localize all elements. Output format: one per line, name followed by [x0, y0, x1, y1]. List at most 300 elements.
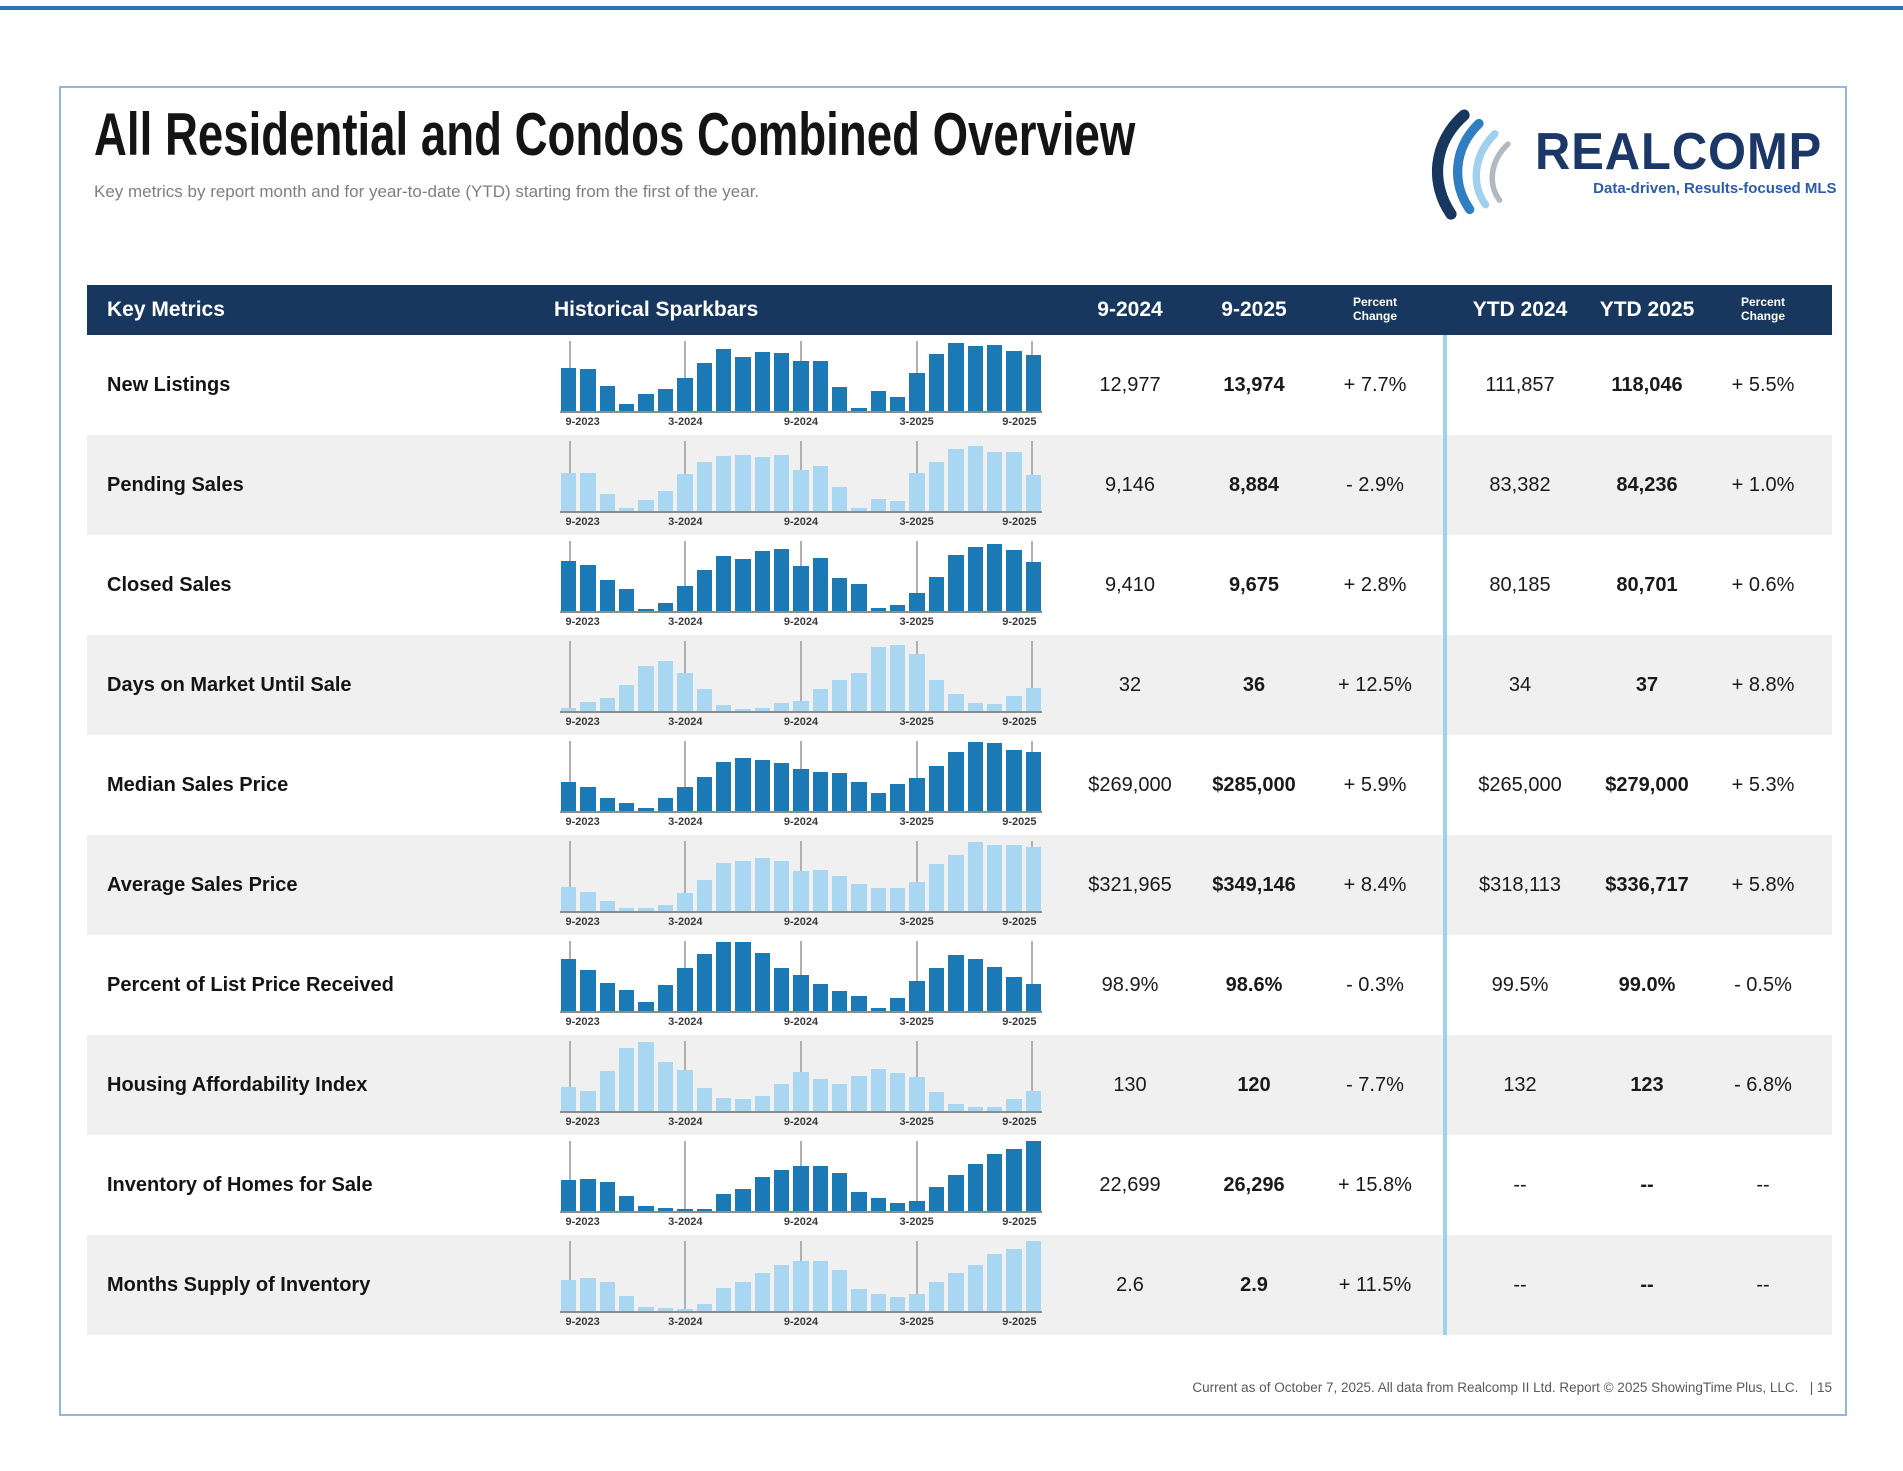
sparkbar-bar: [909, 654, 924, 711]
axis-label: 3-2024: [668, 716, 703, 728]
value-ytd-pct-change: + 5.8%: [1731, 873, 1795, 896]
sparkbar-bar: [909, 373, 924, 412]
sparkbar-bar: [813, 870, 828, 911]
sparkbar-bar: [909, 882, 924, 911]
sparkbar-bar: [1026, 1091, 1041, 1111]
sparkbar-bar: [871, 1198, 886, 1211]
table-row: [87, 435, 1832, 535]
sparkbar-bar: [619, 404, 634, 411]
value-ytd-prev: 132: [1503, 1073, 1537, 1096]
value-month-prev: 130: [1113, 1073, 1147, 1096]
sparkbar-bar: [716, 349, 731, 411]
sparkbar-chart: [560, 1141, 1042, 1233]
value-pct-change: + 2.8%: [1343, 573, 1407, 596]
axis-label: 3-2024: [668, 1316, 703, 1328]
sparkbar-bar: [774, 1265, 789, 1311]
col-header-pct-change: [1315, 285, 1435, 335]
sparkbar-chart: [560, 941, 1042, 1033]
sparkbar-bar: [793, 361, 808, 411]
sparkbar-bars: [560, 641, 1042, 711]
table-row: [87, 735, 1832, 835]
value-ytd-curr: 37: [1635, 673, 1659, 696]
sparkbar-bar: [755, 1177, 770, 1211]
sparkbar-bar: [735, 942, 750, 1011]
axis-label: 9-2025: [1002, 816, 1037, 828]
sparkbar-bar: [658, 661, 673, 711]
sparkbar-plot: [560, 841, 1042, 913]
sparkbar-bar: [677, 968, 692, 1011]
sparkbar-bar: [968, 842, 983, 911]
sparkbar-bar: [755, 953, 770, 1011]
sparkbar-bar: [677, 787, 692, 811]
sparkbar-bar: [851, 1289, 866, 1311]
axis-label: 9-2025: [1002, 716, 1037, 728]
sparkbar-plot: [560, 441, 1042, 513]
table-row: [87, 635, 1832, 735]
axis-label: 9-2023: [565, 616, 600, 628]
value-ytd-pct-change: + 5.5%: [1731, 373, 1795, 396]
sparkbar-bar: [929, 1282, 944, 1311]
axis-label: 9-2024: [783, 1316, 819, 1328]
sparkbar-chart: [560, 541, 1042, 633]
axis-label: 3-2025: [899, 516, 934, 528]
sparkbar-plot: [560, 1141, 1042, 1213]
sparkbar-plot: [560, 1041, 1042, 1113]
value-month-prev: 22,699: [1099, 1173, 1161, 1196]
axis-label: 3-2024: [668, 1116, 703, 1128]
sparkbar-bar: [638, 1042, 653, 1111]
sparkbar-bar: [677, 474, 692, 511]
sparkbar-bar: [1006, 1249, 1021, 1311]
sparkbar-axis: [560, 616, 1042, 632]
axis-label: 9-2023: [565, 716, 600, 728]
axis-label: 3-2024: [668, 1216, 703, 1228]
metric-label: Closed Sales: [107, 573, 232, 596]
value-pct-change: - 2.9%: [1346, 473, 1404, 496]
sparkbar-bar: [1006, 550, 1021, 611]
sparkbar-bar: [697, 1088, 712, 1111]
value-ytd-prev: 111,857: [1485, 373, 1555, 396]
sparkbar-bar: [987, 544, 1002, 611]
sparkbar-bar: [793, 701, 808, 712]
sparkbar-bar: [619, 908, 634, 912]
sparkbar-bar: [600, 580, 615, 611]
metric-label: Average Sales Price: [107, 873, 298, 896]
sparkbar-bar: [735, 861, 750, 911]
sparkbar-bar: [600, 798, 615, 811]
sparkbar-bar: [909, 1201, 924, 1211]
value-pct-change: + 8.4%: [1343, 873, 1407, 896]
sparkbar-bar: [968, 742, 983, 811]
value-month-curr: 120: [1237, 1073, 1271, 1096]
sparkbar-bar: [1006, 1099, 1021, 1111]
sparkbar-bar: [793, 1072, 808, 1111]
sparkbar-bar: [658, 1062, 673, 1111]
axis-label: 9-2025: [1002, 916, 1037, 928]
page-subtitle: Key metrics by report month and for year-to-date (YTD) starting from the first of the year.: [94, 182, 760, 201]
sparkbar-bar: [929, 968, 944, 1011]
axis-label: 9-2025: [1002, 1316, 1037, 1328]
sparkbar-bar: [929, 864, 944, 911]
value-month-prev: 32: [1118, 673, 1142, 696]
sparkbar-bar: [600, 1071, 615, 1111]
sparkbar-bar: [1026, 688, 1041, 711]
sparkbar-bar: [755, 551, 770, 611]
sparkbar-bar: [1026, 562, 1041, 611]
sparkbar-bar: [871, 391, 886, 411]
sparkbar-bar: [638, 666, 653, 712]
sparkbar-bar: [1006, 452, 1021, 511]
sparkbar-bar: [948, 1175, 963, 1211]
sparkbar-bar: [813, 361, 828, 411]
axis-label: 3-2025: [899, 1116, 934, 1128]
footer-separator: [1802, 1380, 1810, 1395]
sparkbar-bar: [600, 901, 615, 912]
sparkbar-bar: [658, 491, 673, 511]
sparkbar-bar: [774, 1084, 789, 1111]
value-ytd-curr: 99.0%: [1618, 973, 1676, 996]
value-ytd-curr: --: [1640, 1273, 1654, 1296]
sparkbar-bar: [600, 983, 615, 1011]
sparkbar-bar: [735, 709, 750, 711]
sparkbar-bar: [793, 1166, 808, 1212]
sparkbar-bar: [677, 893, 692, 911]
col-header-key-metrics: Key Metrics: [107, 298, 225, 321]
axis-label: 3-2024: [668, 1016, 703, 1028]
value-ytd-pct-change: + 0.6%: [1731, 573, 1795, 596]
sparkbar-bar: [948, 343, 963, 411]
sparkbar-bar: [1026, 475, 1041, 511]
sparkbar-bar: [677, 378, 692, 411]
sparkbar-bar: [716, 556, 731, 611]
sparkbar-bar: [755, 858, 770, 911]
value-pct-change: + 12.5%: [1338, 673, 1412, 696]
metric-label: Days on Market Until Sale: [107, 673, 352, 696]
top-accent-rule: [0, 6, 1903, 10]
sparkbar-bar: [948, 855, 963, 911]
sparkbar-bar: [561, 782, 576, 811]
sparkbar-bar: [929, 680, 944, 712]
sparkbar-bar: [851, 996, 866, 1011]
table-row: [87, 1135, 1832, 1235]
value-month-curr: $285,000: [1212, 773, 1296, 796]
sparkbar-bars: [560, 541, 1042, 611]
sparkbar-bar: [832, 387, 847, 412]
axis-label: 9-2023: [565, 1216, 600, 1228]
metric-label: Percent of List Price Received: [107, 973, 394, 996]
sparkbar-bar: [948, 555, 963, 611]
sparkbar-bar: [580, 1179, 595, 1211]
table-row: [87, 1235, 1832, 1335]
sparkbar-bar: [851, 884, 866, 911]
sparkbar-bar: [890, 998, 905, 1011]
sparkbar-bar: [580, 565, 595, 611]
sparkbar-chart: [560, 841, 1042, 933]
sparkbar-bar: [890, 888, 905, 911]
sparkbar-bar: [755, 1096, 770, 1111]
sparkbar-bar: [716, 1194, 731, 1212]
sparkbar-bar: [948, 1104, 963, 1111]
sparkbar-bar: [968, 346, 983, 411]
sparkbar-bar: [697, 954, 712, 1011]
sparkbar-bar: [638, 500, 653, 511]
sparkbar-bar: [909, 981, 924, 1011]
logo-tagline: Data-driven, Results-focused MLS: [1593, 179, 1837, 197]
sparkbar-axis: [560, 416, 1042, 432]
sparkbar-bar: [697, 570, 712, 611]
page-number: 15: [1816, 1380, 1832, 1395]
sparkbar-bar: [832, 773, 847, 812]
logo-text-block: [1535, 122, 1841, 197]
sparkbar-chart: [560, 1241, 1042, 1333]
value-ytd-pct-change: + 1.0%: [1731, 473, 1795, 496]
value-pct-change: - 7.7%: [1346, 1073, 1404, 1096]
axis-label: 9-2023: [565, 1116, 600, 1128]
value-ytd-pct-change: + 5.3%: [1731, 773, 1795, 796]
value-month-prev: 98.9%: [1101, 973, 1159, 996]
value-pct-change: - 0.3%: [1346, 973, 1404, 996]
sparkbar-bar: [697, 462, 712, 511]
sparkbar-bar: [813, 466, 828, 511]
sparkbar-bar: [793, 975, 808, 1011]
sparkbar-bar: [987, 1254, 1002, 1311]
sparkbar-bar: [968, 1107, 983, 1111]
sparkbar-bar: [929, 462, 944, 511]
sparkbar-bar: [851, 408, 866, 412]
sparkbar-bar: [561, 561, 576, 611]
sparkbar-bars: [560, 441, 1042, 511]
sparkbar-bar: [677, 586, 692, 611]
sparkbar-bar: [716, 1098, 731, 1111]
axis-label: 9-2024: [783, 1216, 819, 1228]
sparkbar-chart: [560, 441, 1042, 533]
value-ytd-curr: --: [1640, 1173, 1654, 1196]
sparkbar-bar: [774, 763, 789, 811]
sparkbar-bar: [619, 1296, 634, 1311]
sparkbar-bar: [774, 703, 789, 711]
sparkbar-bar: [968, 1265, 983, 1311]
axis-label: 9-2023: [565, 916, 600, 928]
sparkbar-bar: [929, 1092, 944, 1111]
sparkbar-bar: [813, 689, 828, 711]
sparkbar-bar: [774, 861, 789, 911]
table-row: [87, 535, 1832, 635]
sparkbar-bar: [987, 704, 1002, 711]
value-ytd-prev: $318,113: [1479, 873, 1561, 896]
axis-label: 9-2025: [1002, 1016, 1037, 1028]
sparkbar-axis: [560, 816, 1042, 832]
sparkbar-bar: [832, 876, 847, 911]
sparkbar-bar: [735, 1099, 750, 1111]
value-ytd-prev: 80,185: [1489, 573, 1551, 596]
sparkbar-bar: [658, 389, 673, 411]
sparkbar-bar: [697, 1209, 712, 1211]
sparkbar-bar: [580, 369, 595, 411]
value-month-prev: 9,146: [1104, 473, 1156, 496]
sparkbar-bar: [580, 473, 595, 511]
sparkbar-bar: [851, 1192, 866, 1211]
sparkbar-bars: [560, 841, 1042, 911]
sparkbar-bar: [890, 784, 905, 811]
sparkbar-bar: [561, 473, 576, 512]
sparkbar-bars: [560, 941, 1042, 1011]
axis-label: 3-2025: [899, 716, 934, 728]
value-ytd-pct-change: - 0.5%: [1734, 973, 1792, 996]
value-ytd-prev: 83,382: [1489, 473, 1551, 496]
sparkbar-bar: [851, 584, 866, 611]
sparkbar-bar: [890, 1297, 905, 1311]
sparkbar-bar: [793, 1261, 808, 1311]
sparkbar-bar: [832, 991, 847, 1011]
sparkbar-bar: [1006, 1149, 1021, 1211]
col-header-pct-change-label: Percent Change: [1352, 295, 1398, 323]
sparkbar-bar: [580, 970, 595, 1011]
sparkbar-bar: [871, 888, 886, 911]
sparkbar-bar: [638, 908, 653, 912]
col-header-ytd-pct-change-label: Percent Change: [1740, 295, 1786, 323]
col-header-month-prev: 9-2024: [1097, 298, 1163, 321]
sparkbar-bar: [580, 702, 595, 711]
sparkbar-bar: [1006, 696, 1021, 711]
axis-label: 9-2025: [1002, 416, 1037, 428]
sparkbar-bar: [909, 593, 924, 611]
sparkbar-bar: [716, 863, 731, 911]
sparkbar-bars: [560, 741, 1042, 811]
sparkbar-chart: [560, 641, 1042, 733]
col-header-sparkbars: Historical Sparkbars: [554, 298, 759, 321]
value-ytd-pct-change: --: [1756, 1273, 1770, 1296]
sparkbar-axis: [560, 916, 1042, 932]
sparkbar-chart: [560, 741, 1042, 833]
sparkbar-bar: [948, 1273, 963, 1312]
sparkbar-bar: [832, 487, 847, 512]
sparkbar-bar: [638, 1002, 653, 1011]
sparkbar-bar: [890, 645, 905, 712]
sparkbar-bar: [813, 558, 828, 611]
sparkbar-bars: [560, 1041, 1042, 1111]
col-header-ytd-curr: YTD 2025: [1599, 298, 1695, 321]
sparkbar-bar: [677, 1070, 692, 1111]
sparkbar-bar: [832, 1084, 847, 1111]
sparkbar-bar: [968, 547, 983, 611]
value-ytd-prev: $265,000: [1478, 773, 1562, 796]
sparkbar-bar: [561, 1280, 576, 1311]
value-ytd-prev: 34: [1508, 673, 1532, 696]
metric-label: Pending Sales: [107, 473, 244, 496]
table-row: [87, 335, 1832, 435]
axis-label: 9-2024: [783, 616, 819, 628]
sparkbar-bar: [793, 566, 808, 611]
sparkbar-bar: [619, 990, 634, 1011]
sparkbar-bar: [638, 1206, 653, 1211]
sparkbar-bar: [735, 455, 750, 511]
sparkbar-bar: [909, 473, 924, 511]
value-pct-change: + 15.8%: [1338, 1173, 1412, 1196]
col-header-month-curr: 9-2025: [1221, 298, 1287, 321]
axis-label: 9-2023: [565, 816, 600, 828]
sparkbar-bar: [890, 605, 905, 611]
value-pct-change: + 5.9%: [1343, 773, 1407, 796]
footer-pipe: |: [1809, 1380, 1814, 1395]
sparkbar-bar: [600, 1182, 615, 1211]
sparkbar-bar: [890, 397, 905, 411]
axis-label: 9-2023: [565, 1016, 600, 1028]
axis-label: 3-2024: [668, 816, 703, 828]
value-month-curr: 36: [1242, 673, 1266, 696]
sparkbar-bar: [561, 959, 576, 1012]
value-ytd-pct-change: --: [1756, 1173, 1770, 1196]
sparkbar-plot: [560, 941, 1042, 1013]
sparkbar-plot: [560, 541, 1042, 613]
sparkbar-bar: [871, 1008, 886, 1011]
axis-label: 9-2023: [565, 516, 600, 528]
sparkbar-bar: [832, 1270, 847, 1311]
value-ytd-pct-change: - 6.8%: [1734, 1073, 1792, 1096]
sparkbar-bar: [755, 1273, 770, 1312]
sparkbar-bar: [1006, 845, 1021, 912]
axis-label: 3-2025: [899, 1016, 934, 1028]
axis-label: 3-2024: [668, 516, 703, 528]
sparkbar-bar: [909, 1294, 924, 1312]
sparkbar-axis: [560, 1316, 1042, 1332]
sparkbar-bar: [580, 787, 595, 811]
axis-label: 9-2024: [783, 416, 819, 428]
sparkbar-bar: [580, 1278, 595, 1311]
sparkbar-bar: [987, 1154, 1002, 1211]
sparkbar-bar: [600, 386, 615, 411]
sparkbar-bar: [813, 1079, 828, 1111]
sparkbar-bars: [560, 341, 1042, 411]
sparkbar-bar: [813, 1261, 828, 1311]
sparkbar-bar: [600, 1282, 615, 1311]
sparkbar-bar: [890, 501, 905, 511]
sparkbar-bar: [755, 708, 770, 711]
sparkbar-bar: [871, 499, 886, 511]
sparkbar-bar: [793, 769, 808, 811]
value-ytd-curr: $279,000: [1605, 773, 1689, 796]
sparkbar-bar: [968, 959, 983, 1011]
sparkbar-bar: [890, 1203, 905, 1211]
sparkbar-plot: [560, 641, 1042, 713]
sparkbar-bars: [560, 1141, 1042, 1211]
value-month-prev: $269,000: [1088, 773, 1172, 796]
sparkbar-bar: [561, 1087, 576, 1111]
value-pct-change: + 7.7%: [1343, 373, 1407, 396]
sparkbar-bar: [658, 603, 673, 611]
table-header: [87, 285, 1832, 335]
sparkbar-bar: [832, 680, 847, 711]
value-month-prev: $321,965: [1088, 873, 1172, 896]
axis-label: 3-2025: [899, 816, 934, 828]
sparkbar-bar: [638, 1307, 653, 1311]
sparkbar-bar: [774, 1170, 789, 1211]
sparkbar-bar: [619, 685, 634, 711]
sparkbar-bar: [851, 508, 866, 511]
sparkbar-bar: [793, 871, 808, 911]
sparkbar-bar: [735, 758, 750, 811]
sparkbar-bar: [716, 456, 731, 511]
axis-label: 9-2023: [565, 1316, 600, 1328]
sparkbar-bar: [987, 345, 1002, 411]
axis-label: 9-2024: [783, 816, 819, 828]
logo-wordmark: REALCOMP: [1535, 122, 1823, 181]
sparkbar-bar: [871, 793, 886, 811]
sparkbar-chart: [560, 1041, 1042, 1133]
sparkbar-bar: [929, 354, 944, 411]
sparkbar-bar: [1026, 847, 1041, 911]
value-pct-change: + 11.5%: [1338, 1273, 1412, 1296]
sparkbar-bar: [987, 967, 1002, 1011]
